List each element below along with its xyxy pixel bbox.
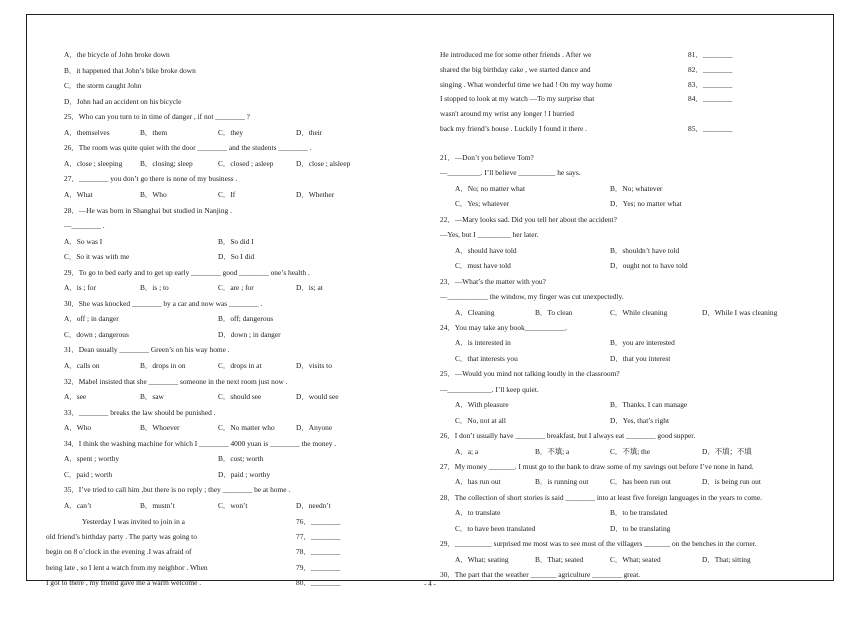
answer-option: B．No; whatever [610,183,663,193]
option-line: A．the bicycle of John broke down [64,50,170,59]
answer-option: A．see [64,392,87,402]
passage-line: wasn't around my wrist any longer ! I hurried [440,109,574,119]
answer-option: C．to have been translated [455,523,536,533]
answer-option: C．While cleaning [610,307,668,317]
answer-option: C．that interests you [455,353,518,363]
answer-option: A．spent ; worthy [64,454,120,464]
answer-option: A．What; seating [455,554,509,564]
question-line: 25．Who can you turn to in time of danger , if not ________ ? [64,112,250,122]
answer-option: B．them [140,127,168,137]
answer-option: C．must have told [455,261,511,271]
option-line: D．John had an accident on his bicycle [64,96,182,106]
question-line: 29．__________ surprised me most was to see most of the villagers _______ on the benches in the corner. [440,539,757,549]
answer-option: B．That; seated [535,554,584,564]
question-line: —Yes, but I _________ her later. [440,230,539,240]
question-line: —___________ the window, my finger was cut unexpectedly. [440,292,624,302]
answer-option: A．So was I [64,236,103,246]
answer-option: D．is being run out [702,477,761,487]
answer-option: A．should have told [455,245,517,255]
answer-option: D．their [296,127,323,137]
answer-option: C．has been run out [610,477,671,487]
question-line: 28．The collection of short stories is said ________ into at least five foreign languages in the years to come. [440,492,763,502]
answer-option: A．is ; for [64,283,97,293]
answer-option: A．a; a [455,446,479,456]
question-line: 33．________ breaks the law should be punished . [64,407,216,417]
question-line: 30．The part that the weather _______ agriculture ________ great. [440,570,641,580]
answer-option: D．paid ; worthy [218,469,271,479]
answer-option: A．Cleaning [455,307,495,317]
answer-option: D．Yes, that’s right [610,415,669,425]
answer-option: D．Yes; no matter what [610,199,682,209]
answer-option: B．不填; a [535,446,570,456]
answer-option: D．needn’t [296,500,331,510]
answer-option: D．close ; alsleep [296,158,351,168]
answer-option: C．So it was with me [64,252,130,262]
question-line: 26．I don’t usually have ________ breakfast, but I always eat ________ good supper. [440,431,696,441]
page-number: - 4 - [424,580,436,588]
passage-line: old friend’s birthday party . The party was going to [46,531,197,541]
answer-blank: 82．________ [688,64,733,74]
passage-line: I stopped to look at my watch —To my surprise that [440,94,595,104]
answer-blank: 78．________ [296,547,341,557]
answer-option: D．Whether [296,189,335,199]
answer-option: D．While I was cleaning [702,307,778,317]
answer-option: C．不填; the [610,446,651,456]
answer-blank: 79．________ [296,562,341,572]
answer-blank: 84．________ [688,94,733,104]
answer-option: D．That; sitting [702,554,751,564]
option-line: C．the storm caught John [64,81,142,91]
answer-option: B．Thanks. I can manage [610,400,688,410]
answer-option: A．has run out [455,477,501,487]
answer-option: C．No, not at all [455,415,506,425]
answer-option: A．can’t [64,500,92,510]
answer-option: B．cost; worth [218,454,264,464]
passage-line: He introduced me for some other friends . After we [440,50,592,59]
answer-option: D．would see [296,392,339,402]
question-line: 24．You may take any book___________. [440,322,568,332]
option-line: B．it happened that John’s bike broke down [64,65,196,75]
answer-option: D．Anyone [296,423,333,433]
question-line: 32．Mabel insisted that she ________ someone in the next room just now . [64,376,288,386]
question-line: —________ . [64,221,105,231]
question-line: 34．I think the washing machine for which I ________ 4000 yuan is ________ the money . [64,438,337,448]
answer-option: B．drops in on [140,361,186,370]
answer-blank: 81．________ [688,50,733,59]
passage-line: being late , so I lent a watch from my neighbor . When [46,562,208,572]
answer-blank: 83．________ [688,79,733,89]
answer-option: D．visits to [296,361,332,370]
answer-option: D．down ; in danger [218,329,281,339]
answer-option: C．closed ; asleep [218,158,274,168]
answer-option: D．is; at [296,283,323,293]
question-line: 30．She was knocked ________ by a car and now was ________ . [64,298,263,308]
answer-option: B．off; dangerous [218,314,274,324]
answer-option: C．drops in at [218,361,262,370]
answer-option: B．to be translated [610,508,668,518]
question-line: 25．—Would you mind not talking loudly in the classroom? [440,369,620,379]
question-line: 26．The room was quite quiet with the door ________ and the students ________ . [64,143,312,153]
answer-blank: 76．________ [296,516,341,526]
answer-option: B．closing; sleep [140,158,193,168]
answer-option: B．shouldn’t have told [610,245,680,255]
passage-line: Yesterday I was invited to join in a [82,516,185,526]
answer-option: C．should see [218,392,262,402]
question-line: 22．—Mary looks sad. Did you tell her about the accident? [440,214,617,224]
answer-option: A．What [64,189,93,199]
answer-option: C．are ; for [218,283,254,293]
answer-option: A．close ; sleeping [64,158,123,168]
answer-option: C．they [218,127,244,137]
passage-line: begin on 8 o’clock in the evening .I was afraid of [46,547,192,557]
answer-option: B．To clean [535,307,573,317]
answer-option: A．calls on [64,361,100,370]
question-line: 31．Dean usually ________ Green’s on his way home . [64,345,230,355]
answer-option: B．mustn’t [140,500,175,510]
answer-option: B．So did I [218,236,254,246]
answer-option: B．Whoever [140,423,180,433]
answer-option: C．paid ; worth [64,469,113,479]
answer-option: A．to translate [455,508,501,518]
passage-line: shared the big birthday cake , we started dance and [440,64,591,74]
answer-option: C．What; seated [610,554,661,564]
answer-option: A．themselves [64,127,110,137]
passage-line: I got to there , my friend gave me a warm welcome . [46,578,202,588]
question-line: 29．To go to bed early and to get up early ________ good ________ one’s health . [64,267,310,277]
passage-line: back my friend’s house . Luckily I found it there . [440,124,587,133]
answer-option: A．Who [64,423,92,433]
answer-option: C．down ; dangerous [64,329,129,339]
answer-option: B．is running out [535,477,589,487]
question-line: 21．—Don’t you believe Tom? [440,153,534,162]
question-line: 27．My money _______. I must go to the bank to draw some of my savings out before I’ve none in hand. [440,462,754,471]
question-line: 23．—What’s the matter with you? [440,276,546,286]
answer-option: A．No; no matter what [455,183,525,193]
answer-option: D．ought not to have told [610,261,688,271]
answer-option: A．is interested in [455,338,511,348]
answer-option: C．won’t [218,500,248,510]
answer-option: D．that you interest [610,353,671,363]
answer-option: B．saw [140,392,164,402]
answer-option: B．you are interested [610,338,675,348]
question-line: 28．—He was born in Shanghai but studied in Nanjing . [64,205,232,215]
answer-option: A．With pleasure [455,400,509,410]
answer-option: B．Who [140,189,167,199]
answer-option: D．不填；不填 [702,446,752,456]
question-line: —____________. I’ll keep quiet. [440,384,539,394]
question-line: 35．I’ve tried to call him ,but there is no reply ; they ________ be at home . [64,485,291,495]
answer-option: C．No matter who [218,423,275,433]
answer-option: C．Yes; whatever [455,199,510,209]
answer-blank: 77．________ [296,531,341,541]
answer-option: C．If [218,189,236,199]
passage-line: singing . What wonderful time we had ! On my way home [440,79,613,89]
question-line: 27．________ you don’t go there is none of my business . [64,174,238,184]
question-line: —_________. I’ll believe __________ he says. [440,168,581,178]
answer-option: D．So I did [218,252,255,262]
answer-option: D．to be translating [610,523,671,533]
answer-option: B．is ; to [140,283,169,293]
answer-blank: 85．________ [688,124,733,133]
answer-option: A．off ; in danger [64,314,119,324]
answer-blank: 80．________ [296,578,341,588]
